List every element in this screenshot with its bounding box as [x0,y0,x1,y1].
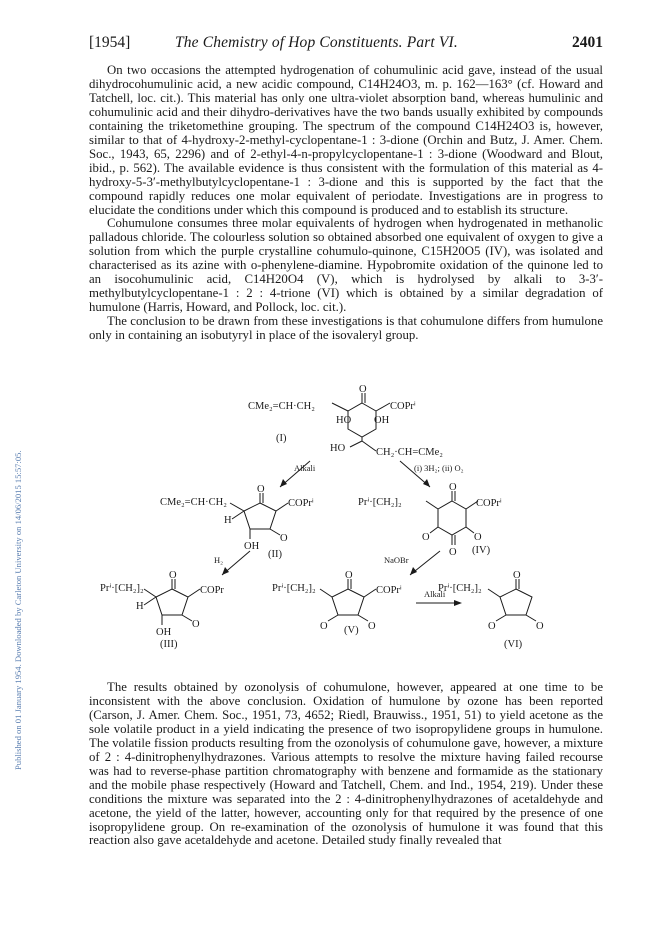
bond [426,501,438,509]
reagent-label: Alkali [424,589,446,599]
compound-number: (V) [344,625,359,636]
arrowhead [410,567,417,575]
bond [496,615,506,621]
paragraph: The results obtained by ozonolysis of cohumulone, however, appeared at one time to be inconsistent with the above conclusion. Oxidation of humulone by ozone has been reported (Carson, J. Amer. Chem. Soc., 1951, 73, 4652; Riedl, Brauwiss., 1951, 51) to yield acetone as the sole volatile product in a yield indicating the presence of two isopropylidene groups in humulone. The volatile fission products resulting from the ozonolysis of cohumulone gave, however, a mixture of 2 : 4-dinitrophenylhydrazones. Various attempts to resolve the mixture having failed recourse was had to reverse-phase partition chromatography with benzene and formamide as the stationary and the mobile phase respectively (Howard and Tatchell, Chem. and Ind., 1954, 219). Under these conditions the mixture was separated into the 2 : 4-dinitrophenylhydrazones of acetaldehyde and acetone, the yield of the latter, however, accounting only for that required by the presence of one isopropylidene group. On re-examination of the ozonolysis of humulone it was found that this reaction also gave acetaldehyde and acetone. Detailed study finally revealed that [89,680,603,848]
reaction-scheme-svg [100,383,580,663]
label: O [536,621,544,632]
compound-number: (IV) [472,545,491,556]
bond [376,403,390,411]
label: H [224,515,232,526]
bond [144,597,156,605]
reagent-label: Alkali [294,463,316,473]
bond [232,511,244,519]
ring-compound-i [348,403,376,437]
label: OH [244,541,260,552]
label: OH [156,627,172,638]
label: CMe₂=CH·CH₂ [160,497,227,508]
label: O [513,570,521,581]
label: Prⁱ·[CH₂]₂ [438,583,482,594]
label: O [449,482,457,493]
bond [188,589,200,597]
arrowhead [423,479,430,487]
bond [276,503,288,511]
label: O [368,621,376,632]
label: Prⁱ·[CH₂]₂ [100,583,144,594]
label: HO [336,415,352,426]
bond [270,529,280,535]
paragraph: Cohumulone consumes three molar equivalents of hydrogen when hydrogenated in methanolic palladous chloride. The colourless solution so obtained absorbed one equivalent of oxygen to give a solution from which the purple crystalline cohumulo-quinone, C15H20O5 (IV), was isolated and characterised as its azine with o-phenylene-diamine. Hypobromite oxidation of the quinone led to an isocohumulinic acid, C14H20O4 (V), which is hydrolysed by alkali to 3-3′-methylbutylcyclopentane-1 : 2 : 4-trione (VI) which is obtained by a similar degradation of humulone (Harris, Howard, and Pollock, loc. cit.). [89,216,603,315]
arrowhead [280,479,287,487]
bond [358,615,368,621]
page-number: 2401 [572,34,603,51]
label: OH [374,415,390,426]
download-watermark [2,190,23,770]
bond [430,527,438,533]
compound-number: (II) [268,549,282,560]
label: COPrⁱ [376,585,402,596]
bond [320,589,332,597]
ring-compound-ii [244,503,276,529]
paragraph: The conclusion to be drawn from these investigations is that cohumulone differs from humulone only in containing an isobutyryl in place of the isovaleryl group. [89,314,603,343]
bond [350,441,362,447]
label: CH₂·CH=CMe₂ [376,447,443,458]
body-text-top [89,64,603,343]
label: O [280,533,288,544]
label: O [320,621,328,632]
label: O [257,484,265,495]
reagent-label: (i) 3H₂; (ii) O₂ [414,463,464,473]
label: CMe₂=CH·CH₂ [248,401,315,412]
label: O [169,570,177,581]
running-header [89,34,603,52]
ring-compound-iv [438,501,466,535]
label: COPrⁱ [288,498,314,509]
label: HO [330,443,346,454]
bond [364,589,376,597]
label: COPrⁱ [390,401,416,412]
body-text-bottom [89,681,603,848]
header-year: [1954] [89,34,131,51]
ring-compound-vi [500,589,532,615]
compound-number: (VI) [504,639,523,650]
label: H [136,601,144,612]
label: COPr [200,585,224,596]
header-title: The Chemistry of Hop Constituents. Part VI. [175,34,458,51]
compound-number: (III) [160,639,178,650]
arrowhead [222,567,229,575]
bond [328,615,338,621]
reagent-label: NaOBr [384,555,409,565]
bond [182,615,192,621]
bond [230,503,244,511]
label: O [488,621,496,632]
arrowhead [454,600,462,606]
bond [362,441,376,451]
bond [488,589,500,597]
reagent-label: H₂ [214,555,224,565]
bond [332,403,348,411]
bond [144,589,156,597]
compound-number: (I) [276,433,287,444]
reaction-scheme [100,383,580,663]
download-watermark-text: Published on 01 January 1954. Downloaded by Carleton University on 14/06/2015 15:57:05. [13,450,23,770]
bond [526,615,536,621]
label: Prⁱ·[CH₂]₂ [358,497,402,508]
label: O [422,532,430,543]
label: O [345,570,353,581]
label: O [359,384,367,395]
label: O [474,532,482,543]
bond [466,527,474,533]
label: Prⁱ·[CH₂]₂ [272,583,316,594]
label: O [449,547,457,558]
paragraph: On two occasions the attempted hydrogenation of cohumulinic acid gave, instead of the usual dihydrocohumulinic acid, a new acidic compound, C14H24O3, m. p. 162—163° (cf. Howard and Tatchell, loc. cit.). This material has only one ultra-violet absorption band, whereas humulinic and cohumulinic acid and their dihydro-derivatives have the two bands usually exhibited by compounds containing the triketomethine grouping. The spectrum of the compound C14H24O3 is, however, similar to that of 4-hydroxy-2-methyl-cyclopentane-1 : 3-dione (Orchin and Butz, J. Amer. Chem. Soc., 1943, 65, 2296) and of 2-ethyl-4-n-propylcyclopentane-1 : 3-dione (Woodward and Blout, ibid., p. 562). The available evidence is thus consistent with the formulation of this material as 4-hydroxy-5-3′-methylbutylcyclopentane-1 : 3-dione and this is supported by the fact that the compound rapidly reduces one molar equivalent of periodate. Investigations are in progress to elucidate the conditions under which this compound is produced and to establish its structure. [89,63,603,217]
ring-compound-v [332,589,364,615]
ring-compound-iii [156,589,188,615]
label: COPrⁱ [476,498,502,509]
label: O [192,619,200,630]
